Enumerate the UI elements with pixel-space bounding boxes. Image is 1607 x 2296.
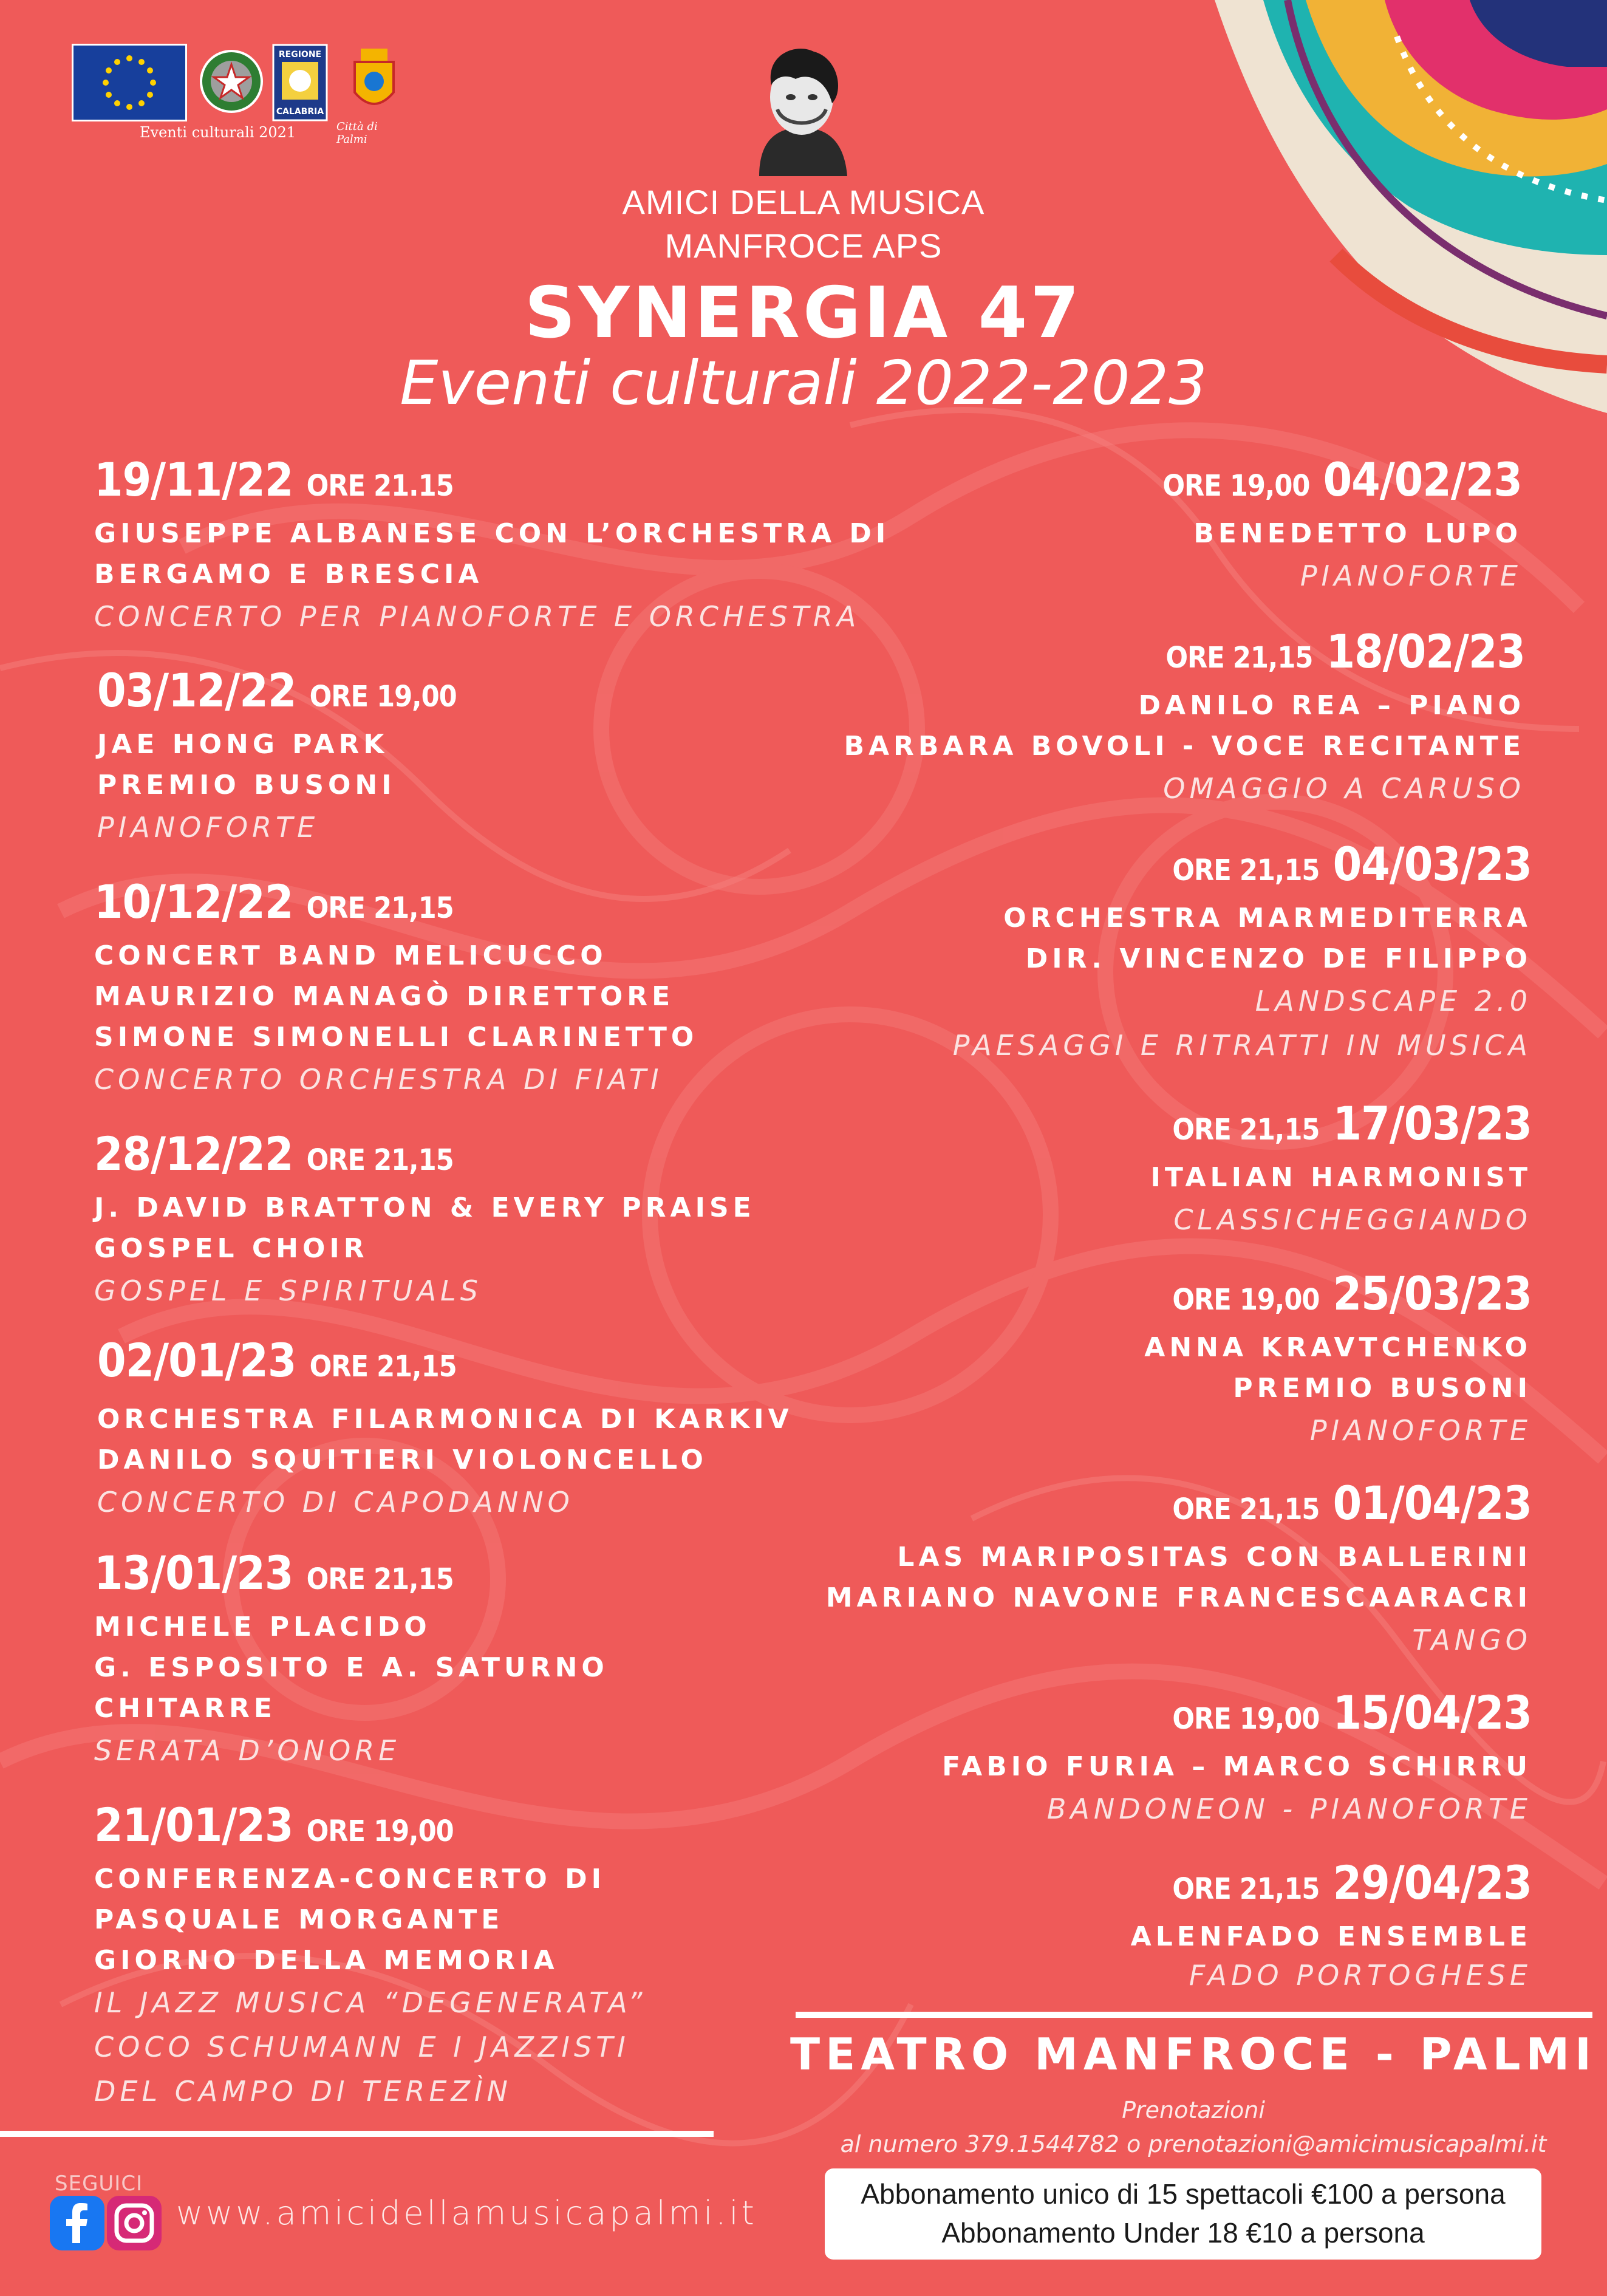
event-time: ORE 19,00 <box>309 680 457 714</box>
event-genre: GOSPEL E SPIRITUALS <box>94 1274 482 1307</box>
event-line: PREMIO BUSONI <box>97 770 396 801</box>
event-time: ORE 21,15 <box>1172 1113 1320 1147</box>
event-line: ORCHESTRA MARMEDITERRA <box>1003 903 1532 934</box>
event-item <box>94 1546 609 1773</box>
event-item <box>97 1333 793 1525</box>
event-line: GOSPEL CHOIR <box>94 1233 369 1264</box>
event-line: GIORNO DELLA MEMORIA <box>94 1945 559 1976</box>
event-genre: IL JAZZ MUSICA “DEGENERATA” <box>94 1986 647 2019</box>
event-genre: LANDSCAPE 2.0 <box>1255 985 1532 1017</box>
event-line: J. DAVID BRATTON & EVERY PRAISE <box>94 1192 756 1223</box>
logos-caption-right: Città di Palmi <box>336 120 378 146</box>
event-date: 28/12/22 <box>94 1127 293 1181</box>
event-item <box>1162 453 1522 598</box>
event-time: ORE 21,15 <box>309 1350 457 1384</box>
divider-right <box>796 2012 1592 2018</box>
event-genre: BANDONEON - PIANOFORTE <box>1046 1792 1532 1825</box>
event-line: ITALIAN HARMONIST <box>1150 1162 1532 1193</box>
event-time: ORE 19,00 <box>1162 469 1310 503</box>
event-date: 04/03/23 <box>1332 837 1532 891</box>
subscription-line: Abbonamento Under 18 €10 a persona <box>941 2217 1425 2249</box>
republic-emblem-icon <box>198 44 265 121</box>
event-line: DIR. VINCENZO DE FILIPPO <box>1025 943 1532 974</box>
event-date: 17/03/23 <box>1332 1096 1532 1150</box>
event-time: ORE 19,00 <box>1172 1702 1320 1736</box>
divider-left <box>0 2131 714 2137</box>
event-item <box>826 1476 1532 1662</box>
event-line: ALENFADO ENSEMBLE <box>1130 1921 1532 1952</box>
event-genre: OMAGGIO A CARUSO <box>1163 772 1525 805</box>
event-line: CONFERENZA-CONCERTO DI <box>94 1864 606 1895</box>
event-line: DANILO SQUITIERI VIOLONCELLO <box>97 1444 708 1475</box>
event-time: ORE 21.15 <box>306 469 454 503</box>
event-time: ORE 19,00 <box>306 1814 454 1848</box>
event-genre: FADO PORTOGHESE <box>1189 1959 1532 1992</box>
event-line: ORCHESTRA FILARMONICA DI KARKIV <box>97 1404 793 1435</box>
facebook-icon[interactable] <box>50 2196 104 2250</box>
event-genre: SERATA D’ONORE <box>94 1734 401 1767</box>
palmi-crest-icon <box>336 44 412 121</box>
event-time: ORE 21,15 <box>1172 1872 1320 1906</box>
event-item <box>844 624 1525 811</box>
booking-label: Prenotazioni <box>1122 2097 1265 2123</box>
event-line: MARIANO NAVONE FRANCESCAARACRI <box>825 1582 1532 1613</box>
event-genre: COCO SCHUMANN E I JAZZISTI <box>94 2031 630 2063</box>
event-line: DANILO REA – PIANO <box>1138 690 1525 721</box>
instagram-icon[interactable] <box>107 2196 162 2250</box>
sponsor-logos <box>72 44 412 147</box>
event-date: 01/04/23 <box>1332 1476 1532 1530</box>
event-genre: PIANOFORTE <box>97 811 319 844</box>
regione-calabria-icon <box>272 44 328 121</box>
eu-flag-icon <box>72 44 187 121</box>
event-genre: CONCERTO ORCHESTRA DI FIATI <box>94 1063 663 1096</box>
event-line: BERGAMO E BRESCIA <box>94 559 483 590</box>
event-date: 15/04/23 <box>1332 1686 1532 1740</box>
event-date: 13/01/23 <box>94 1546 293 1600</box>
event-date: 10/12/22 <box>94 875 293 929</box>
event-line: ANNA KRAVTCHENKO <box>1144 1332 1532 1363</box>
event-item <box>94 1798 646 2114</box>
event-date: 19/11/22 <box>94 453 293 507</box>
event-line: GIUSEPPE ALBANESE CON L’ORCHESTRA DI <box>94 518 890 549</box>
event-date: 02/01/23 <box>97 1333 296 1387</box>
event-date: 29/04/23 <box>1332 1856 1532 1910</box>
venue-title: TEATRO MANFROCE - PALMI <box>790 2029 1597 2080</box>
event-time: ORE 21,15 <box>306 1562 454 1596</box>
event-genre: TANGO <box>1412 1624 1532 1656</box>
event-line: PASQUALE MORGANTE <box>94 1904 504 1935</box>
event-line: CHITARRE <box>94 1693 276 1724</box>
portrait-icon <box>741 36 862 176</box>
region-label-bottom: CALABRIA <box>276 107 324 117</box>
event-item <box>97 663 457 850</box>
event-line: PREMIO BUSONI <box>1233 1373 1532 1404</box>
event-item <box>94 875 698 1102</box>
event-line: G. ESPOSITO E A. SATURNO <box>94 1652 609 1683</box>
event-line: MICHELE PLACIDO <box>94 1611 431 1642</box>
event-date: 21/01/23 <box>94 1798 293 1852</box>
event-genre: CONCERTO DI CAPODANNO <box>97 1486 574 1519</box>
follow-label: SEGUICI <box>55 2171 143 2196</box>
event-time: ORE 21,15 <box>306 1143 454 1177</box>
subscription-box <box>825 2168 1541 2260</box>
event-item <box>953 837 1532 1068</box>
event-genre: CLASSICHEGGIANDO <box>1173 1203 1532 1236</box>
event-genre: DEL CAMPO DI TEREZÌN <box>94 2075 512 2108</box>
booking-contact: al numero 379.1544782 o prenotazioni@amicimusicapalmi.it <box>840 2131 1547 2158</box>
event-line: BARBARA BOVOLI - VOCE RECITANTE <box>844 731 1525 762</box>
event-line: LAS MARIPOSITAS CON BALLERINI <box>897 1542 1532 1573</box>
event-genre: PIANOFORTE <box>1300 559 1522 592</box>
event-line: FABIO FURIA – MARCO SCHIRRU <box>942 1751 1532 1782</box>
event-item <box>94 453 890 639</box>
event-line: BENEDETTO LUPO <box>1193 518 1522 549</box>
event-item <box>1151 1096 1532 1242</box>
event-line: CONCERT BAND MELICUCCO <box>94 940 607 971</box>
page-title: SYNERGIA 47 <box>524 272 1083 354</box>
event-item <box>1144 1266 1532 1453</box>
website-link[interactable]: www.amicidellamusicapalmi.it <box>176 2194 757 2232</box>
event-time: ORE 19,00 <box>1172 1283 1320 1317</box>
org-name-line2: MANFROCE APS <box>664 227 943 265</box>
event-time: ORE 21,15 <box>306 891 454 925</box>
event-time: ORE 21,15 <box>1172 1492 1320 1526</box>
event-date: 25/03/23 <box>1332 1266 1532 1321</box>
event-genre: PIANOFORTE <box>1309 1414 1532 1447</box>
event-genre: CONCERTO PER PIANOFORTE E ORCHESTRA <box>94 600 861 633</box>
subscription-line: Abbonamento unico di 15 spettacoli €100 a persona <box>861 2178 1506 2210</box>
event-item <box>94 1127 756 1313</box>
event-line: SIMONE SIMONELLI CLARINETTO <box>94 1022 698 1053</box>
event-line: JAE HONG PARK <box>97 729 389 760</box>
event-date: 03/12/22 <box>97 663 296 717</box>
logos-caption-left: Eventi culturali 2021 <box>140 124 296 141</box>
event-genre: PAESAGGI E RITRATTI IN MUSICA <box>952 1029 1532 1062</box>
page-subtitle: Eventi culturali 2022-2023 <box>400 347 1207 419</box>
event-date: 04/02/23 <box>1323 453 1522 507</box>
org-name-line1: AMICI DELLA MUSICA <box>622 183 985 221</box>
event-item <box>942 1686 1532 1831</box>
event-date: 18/02/23 <box>1326 624 1525 678</box>
event-line: MAURIZIO MANAGÒ DIRETTORE <box>94 981 675 1012</box>
region-label-top: REGIONE <box>278 50 322 60</box>
event-time: ORE 21,15 <box>1165 641 1313 675</box>
event-time: ORE 21,15 <box>1172 853 1320 887</box>
event-item <box>1131 1856 1532 1994</box>
